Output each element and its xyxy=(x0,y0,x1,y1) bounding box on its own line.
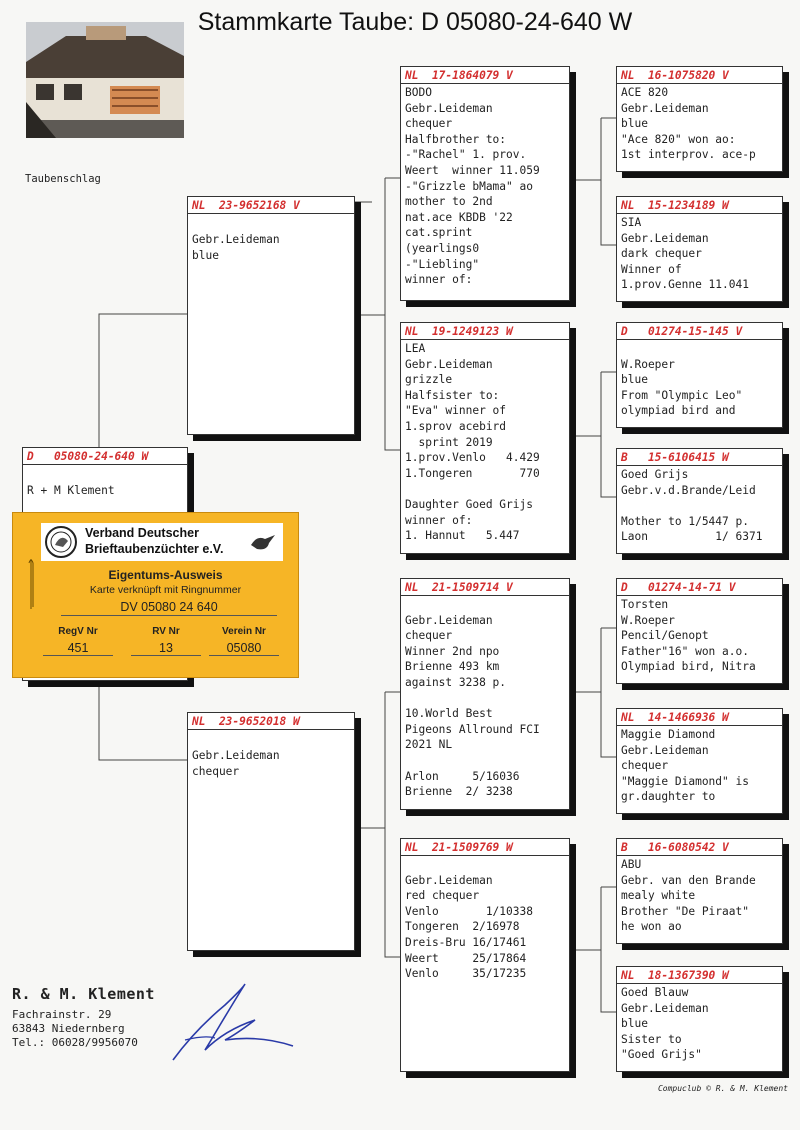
association-name-line2: Brieftaubenzüchter e.V. xyxy=(85,542,224,556)
card-text: Torsten W.Roeper Pencil/Genopt Father"16" won a.o. Olympiad bird, Nitra xyxy=(621,598,756,674)
rv-value: 13 xyxy=(131,641,201,656)
ownership-card-subtitle: Karte verknüpft mit Ringnummer xyxy=(89,584,242,596)
owner-phone: Tel.: 06028/9956070 xyxy=(12,1036,138,1049)
ring-number: NL 18-1367390 W xyxy=(617,967,782,984)
ring-number: NL 23-9652168 V xyxy=(188,197,354,214)
gen4-card xyxy=(616,196,783,302)
signature xyxy=(165,980,305,1065)
ring-number: B 16-6080542 V xyxy=(617,839,782,856)
ring-number: D 05080-24-640 W xyxy=(23,448,187,465)
ring-number: NL 15-1234189 W xyxy=(617,197,782,214)
ownership-ring-number: DV 05080 24 640 xyxy=(61,600,277,616)
owner-name: R. & M. Klement xyxy=(12,985,155,1003)
ring-number: NL 21-1509714 V xyxy=(401,579,569,596)
ring-number: NL 21-1509769 W xyxy=(401,839,569,856)
gen4-card xyxy=(616,66,783,172)
card-text: Gebr.Leideman chequer Winner 2nd npo Brienne 493 km against 3238 p. 10.World Best Pigeons Allround FCI 2021 NL Arlon 5/16036 Brienne 2/ 3238 xyxy=(405,613,540,799)
ring-number: NL 16-1075820 V xyxy=(617,67,782,84)
card-text: ABU Gebr. van den Brande mealy white Brother "De Piraat" he won ao xyxy=(621,858,756,934)
card-text: Gebr.Leideman blue xyxy=(192,233,280,262)
gen3-card xyxy=(400,578,570,810)
gen3-card xyxy=(400,322,570,554)
card-text: LEA Gebr.Leideman grizzle Halfsister to: "Eva" winner of 1.sprov acebird sprint 2019 1.prov.Venlo 4.429 1.Tongeren 770 Daughter Goed Grijs winner of: 1. Hannut 5.447 xyxy=(405,342,540,543)
ring-number: D 01274-14-71 V xyxy=(617,579,782,596)
ring-number: D 01274-15-145 V xyxy=(617,323,782,340)
gen4-card xyxy=(616,322,783,428)
loft-label: Taubenschlag xyxy=(25,173,101,185)
sire-card xyxy=(187,196,355,435)
ownership-card-title: Eigentums-Ausweis xyxy=(108,568,223,582)
verein-value: 05080 xyxy=(209,641,279,656)
card-text: Maggie Diamond Gebr.Leideman chequer "Maggie Diamond" is gr.daughter to xyxy=(621,728,749,804)
gen3-card xyxy=(400,838,570,1072)
owner-street: Fachrainstr. 29 xyxy=(12,1008,112,1021)
card-text: Gebr.Leideman chequer xyxy=(192,749,280,778)
dam-card xyxy=(187,712,355,951)
card-text: BODO Gebr.Leideman chequer Halfbrother to: -"Rachel" 1. prov. Weert winner 11.059 -"Grizzle bMama" ao mother to 2nd nat.ace KBDB '22 cat.sprint (yearlings0 -"Liebling" winner of: xyxy=(405,86,540,287)
association-name-line1: Verband Deutscher xyxy=(85,526,199,540)
ring-number: NL 17-1864079 V xyxy=(401,67,569,84)
gen3-card xyxy=(400,66,570,301)
page-title: Stammkarte Taube: D 05080-24-640 W xyxy=(197,8,633,36)
gen4-card xyxy=(616,966,783,1072)
owner-city: 63843 Niedernberg xyxy=(12,1022,125,1035)
ring-number: NL 19-1249123 W xyxy=(401,323,569,340)
regv-value: 451 xyxy=(43,641,113,656)
card-text: Gebr.Leideman red chequer Venlo 1/10338 Tongeren 2/16978 Dreis-Bru 16/17461 Weert 25/17864 Venlo 35/17235 xyxy=(405,873,533,981)
gen4-card xyxy=(616,578,783,684)
pigeon-icon xyxy=(249,531,277,553)
card-text: Goed Grijs Gebr.v.d.Brande/Leid Mother to 1/5447 p. Laon 1/ 6371 xyxy=(621,468,763,544)
gen4-card xyxy=(616,838,783,944)
ring-number: NL 14-1466936 W xyxy=(617,709,782,726)
card-text: R + M Klement xyxy=(27,484,115,497)
rv-label: RV Nr xyxy=(152,626,180,637)
gen4-card xyxy=(616,708,783,814)
card-text: SIA Gebr.Leideman dark chequer Winner of 1.prov.Genne 11.041 xyxy=(621,216,749,292)
ring-number: NL 23-9652018 W xyxy=(188,713,354,730)
card-text: ACE 820 Gebr.Leideman blue "Ace 820" won ao: 1st interprov. ace-p xyxy=(621,86,756,162)
card-text: W.Roeper blue From "Olympic Leo" olympiad bird and xyxy=(621,357,743,418)
gen4-card xyxy=(616,448,783,554)
verein-label: Verein Nr xyxy=(222,626,266,637)
ring-number: B 15-6106415 W xyxy=(617,449,782,466)
association-logo-icon xyxy=(43,525,79,559)
software-credit: Compuclub © R. & M. Klement xyxy=(657,1084,788,1093)
association-header xyxy=(41,523,283,561)
card-text: Goed Blauw Gebr.Leideman blue Sister to "Goed Grijs" xyxy=(621,986,709,1062)
regv-label: RegV Nr xyxy=(58,626,98,637)
ownership-card xyxy=(12,512,299,678)
